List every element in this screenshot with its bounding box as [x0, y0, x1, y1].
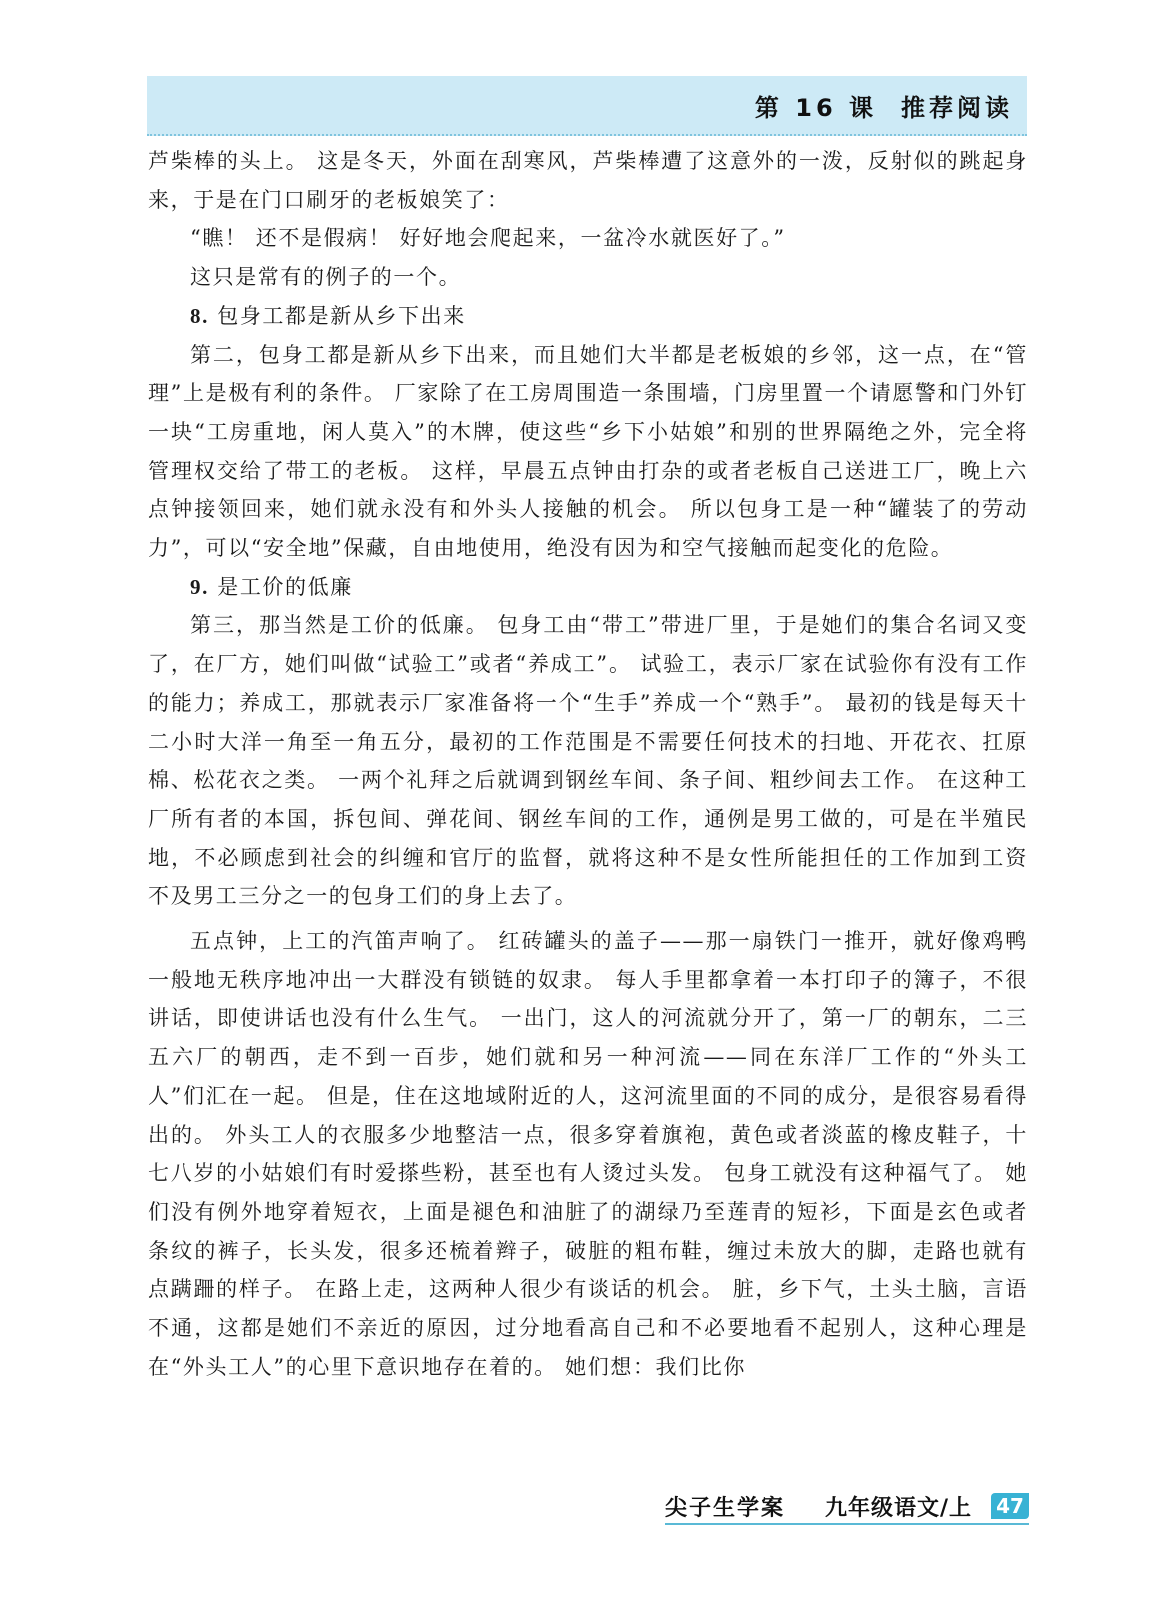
heading-number: 9. [190, 574, 209, 599]
paragraph: 第三，那当然是工价的低廉。 包身工由“带工”带进厂里，于是她们的集合名词又变了，在厂方，她们叫做“试验工”或者“养成工”。 试验工，表示厂家在试验你有没有工作的能力；养成工，那就表示厂家准备将一个“生手”养成一个“熟手”。 最初的钱是每天十二小时大洋一角至一角五分，最初的工作范围是不需要任何技术的扫地、开花衣、扛原棉、松花衣之类。 一两个礼拜之后就调到钢丝车间、条子间、粗纱间去工作。 在这种工厂所有者的本国，拆包间、弹花间、钢丝车间的工作，通例是男工做的，可是在半殖民地，不必顾虑到社会的纠缠和官厅的监督，就将这种不是女性所能担任的工作加到工资不及男工三分之一的包身工们的身上去了。 [148, 613, 1028, 909]
heading-text: 是工价的低廉 [217, 574, 353, 599]
section-heading-9 [148, 568, 1028, 607]
page-header [147, 76, 1027, 136]
paragraph: “瞧！ 还不是假病！ 好好地会爬起来，一盆冷水就医好了。” [190, 226, 786, 251]
paragraph: 这只是常有的例子的一个。 [190, 265, 462, 290]
paragraph: 第二，包身工都是新从乡下出来，而且她们大半都是老板娘的乡邻，这一点，在“管理”上是极有利的条件。 厂家除了在工房周围造一条围墙，门房里置一个请愿警和门外钉一块“工房重地，闲人莫入”的木牌，使这些“乡下小姑娘”和别的世界隔绝之外，完全将管理权交给了带工的老板。 这样，早晨五点钟由打杂的或者老板自己送进工厂，晚上六点钟接领回来，她们就永没有和外头人接触的机会。 所以包身工是一种“罐装了的劳动力”，可以“安全地”保藏，自由地使用，绝没有因为和空气接触而起变化的危险。 [148, 342, 1028, 561]
grade-subject: 九年级语文/上 [825, 1496, 973, 1521]
header-title [755, 88, 1013, 123]
page-number: 47 [991, 1493, 1029, 1519]
heading-text: 包身工都是新从乡下出来 [217, 303, 466, 328]
section-title: 推荐阅读 [901, 94, 1013, 122]
page-footer [665, 1491, 1029, 1525]
article-body [148, 142, 1028, 1387]
book-title: 尖子生学案 [665, 1496, 786, 1521]
paragraph: 五点钟，上工的汽笛声响了。 红砖罐头的盖子——那一扇铁门一推开，就好像鸡鸭一般地无秩序地冲出一大群没有锁链的奴隶。 每人手里都拿着一本打印子的簿子，不很讲话，即使讲话也没有什么生气。 一出门，这人的河流就分开了，第一厂的朝东，二三五六厂的朝西，走不到一百步，她们就和另一种河流——同在东洋厂工作的“外头工人”们汇在一起。 但是，住在这地域附近的人，这河流里面的不同的成分，是很容易看得出的。 外头工人的衣服多少地整洁一点，很多穿着旗袍，黄色或者淡蓝的橡皮鞋子，十七八岁的小姑娘们有时爱搽些粉，甚至也有人烫过头发。 包身工就没有这种福气了。 她们没有例外地穿着短衣，上面是褪色和油脏了的湖绿乃至莲青的短衫，下面是玄色或者条纹的裤子，长头发，很多还梳着辫子，破脏的粗布鞋，缠过未放大的脚，走路也就有点蹒跚的样子。 在路上走，这两种人很少有谈话的机会。 脏，乡下气，土头土脑，言语不通，这都是她们不亲近的原因，过分地看高自己和不必要地看不起别人，这种心理是在“外头工人”的心里下意识地存在着的。 她们想：我们比你 [148, 929, 1028, 1379]
paragraph: 芦柴棒的头上。 这是冬天，外面在刮寒风，芦柴棒遭了这意外的一泼，反射似的跳起身来，于是在门口刷牙的老板娘笑了： [148, 149, 1028, 212]
lesson-number: 第 16 课 [754, 94, 877, 122]
section-heading-8 [148, 297, 1028, 336]
heading-number: 8. [190, 303, 209, 328]
